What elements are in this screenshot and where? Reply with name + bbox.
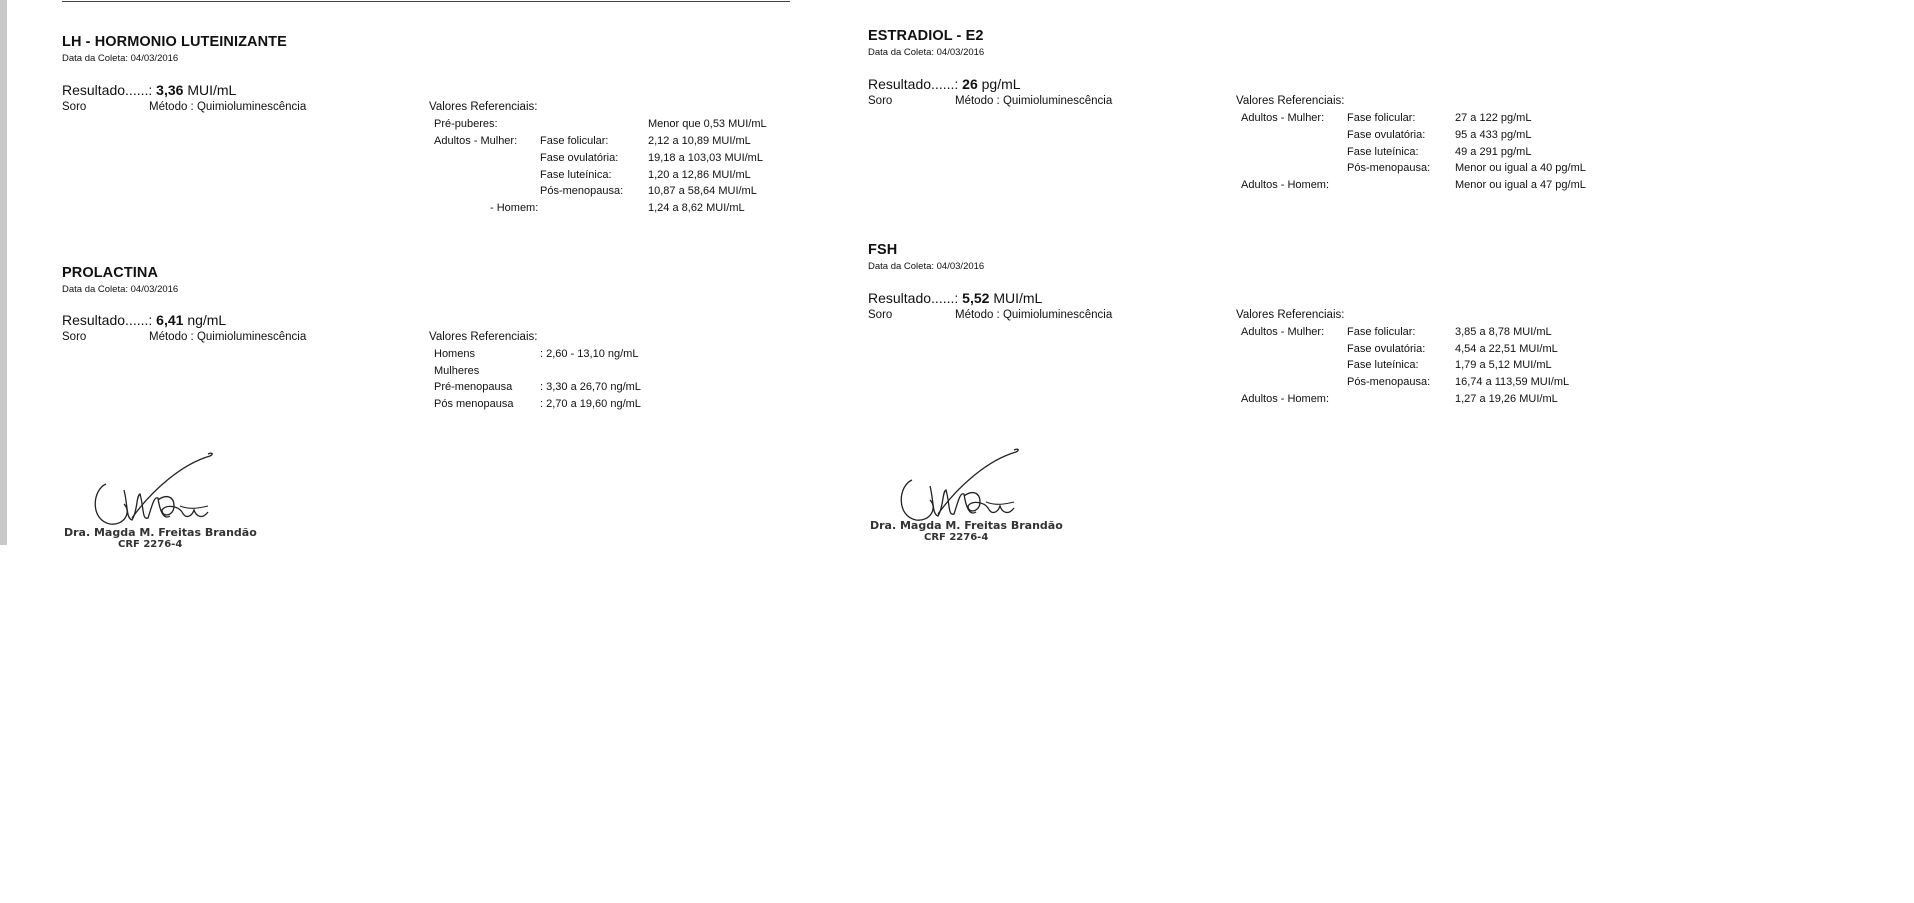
prolactina-ref-value: : 3,30 a 26,70 ng/mL [540, 381, 641, 393]
estradiol-result-unit: pg/mL [981, 76, 1021, 92]
page-edge-bar [0, 0, 7, 545]
lh-collection-date: Data da Coleta: 04/03/2016 [62, 53, 179, 64]
lh-phase-label: Fase ovulatória: [540, 152, 619, 164]
lh-result-label: Resultado......: [62, 82, 153, 98]
estradiol-adultos-homem-value: Menor ou igual a 47 pg/mL [1455, 179, 1586, 191]
estradiol-phase-value: 95 a 433 pg/mL [1455, 129, 1532, 141]
estradiol-title: ESTRADIOL - E2 [868, 28, 984, 44]
lh-homem-value: 1,24 a 8,62 MUI/mL [648, 202, 745, 214]
prolactina-result-unit: ng/mL [187, 312, 227, 328]
estradiol-method: Método : Quimioluminescência [955, 95, 1113, 107]
lh-prepuberes-label: Pré-puberes: [434, 118, 498, 130]
fsh-phase-value: 1,79 a 5,12 MUI/mL [1455, 359, 1552, 371]
estradiol-result-label: Resultado......: [868, 76, 959, 92]
fsh-result-label: Resultado......: [868, 290, 959, 306]
signature-name: Dra. Magda M. Freitas Brandão [870, 519, 1063, 532]
lh-result [62, 82, 236, 98]
prolactina-collection-date: Data da Coleta: 04/03/2016 [62, 284, 179, 295]
signature-crf: CRF 2276-4 [118, 539, 183, 550]
signature-scribble [62, 450, 262, 530]
prolactina-result [62, 312, 226, 328]
prolactina-ref-title: Valores Referenciais: [429, 331, 538, 343]
lh-title: LH - HORMONIO LUTEINIZANTE [62, 34, 287, 50]
fsh-adultos-mulher-label: Adultos - Mulher: [1241, 326, 1325, 338]
lh-phase-value: 1,20 a 12,86 MUI/mL [648, 169, 751, 181]
estradiol-phase-label: Fase luteínica: [1347, 146, 1419, 158]
lh-phase-label: Fase luteínica: [540, 169, 612, 181]
estradiol-phase-value: Menor ou igual a 40 pg/mL [1455, 162, 1586, 174]
estradiol-sample: Soro [868, 95, 893, 107]
estradiol-phase-label: Fase ovulatória: [1347, 129, 1426, 141]
fsh-result [868, 290, 1042, 306]
prolactina-ref-value: : 2,70 a 19,60 ng/mL [540, 398, 641, 410]
estradiol-result-value: 26 [962, 76, 978, 92]
prolactina-method: Método : Quimioluminescência [149, 331, 307, 343]
top-divider [62, 1, 790, 2]
prolactina-title: PROLACTINA [62, 265, 159, 281]
fsh-title: FSH [868, 242, 898, 258]
fsh-sample: Soro [868, 309, 893, 321]
fsh-adultos-homem-label: Adultos - Homem: [1241, 393, 1330, 405]
fsh-phase-label: Fase luteínica: [1347, 359, 1419, 371]
estradiol-phase-value: 27 a 122 pg/mL [1455, 112, 1532, 124]
lh-phase-label: Pós-menopausa: [540, 185, 624, 197]
prolactina-ref-label: Pós menopausa [434, 398, 514, 410]
lh-adultos-mulher-label: Adultos - Mulher: [434, 135, 518, 147]
lh-homem-label: - Homem: [490, 202, 539, 214]
fsh-result-value: 5,52 [962, 290, 990, 306]
fsh-collection-date: Data da Coleta: 04/03/2016 [868, 261, 985, 272]
fsh-phase-value: 3,85 a 8,78 MUI/mL [1455, 326, 1552, 338]
prolactina-result-value: 6,41 [156, 312, 184, 328]
signature-crf: CRF 2276-4 [924, 532, 989, 543]
fsh-method: Método : Quimioluminescência [955, 309, 1113, 321]
lh-result-value: 3,36 [156, 82, 184, 98]
lh-sample: Soro [62, 101, 87, 113]
lh-prepuberes-value: Menor que 0,53 MUI/mL [648, 118, 767, 130]
fsh-adultos-homem-value: 1,27 a 19,26 MUI/mL [1455, 393, 1558, 405]
fsh-phase-label: Fase ovulatória: [1347, 343, 1426, 355]
prolactina-ref-label: Mulheres [434, 365, 480, 377]
prolactina-ref-value: : 2,60 - 13,10 ng/mL [540, 348, 639, 360]
estradiol-phase-value: 49 a 291 pg/mL [1455, 146, 1532, 158]
signature-scribble [868, 444, 1068, 526]
estradiol-adultos-homem-label: Adultos - Homem: [1241, 179, 1330, 191]
prolactina-result-label: Resultado......: [62, 312, 153, 328]
fsh-phase-label: Fase folicular: [1347, 326, 1416, 338]
prolactina-sample: Soro [62, 331, 87, 343]
lh-phase-value: 10,87 a 58,64 MUI/mL [648, 185, 757, 197]
fsh-phase-label: Pós-menopausa: [1347, 376, 1431, 388]
lh-ref-title: Valores Referenciais: [429, 101, 538, 113]
lh-phase-value: 2,12 a 10,89 MUI/mL [648, 135, 751, 147]
fsh-phase-value: 16,74 a 113,59 MUI/mL [1455, 376, 1570, 388]
fsh-phase-value: 4,54 a 22,51 MUI/mL [1455, 343, 1558, 355]
signature-name: Dra. Magda M. Freitas Brandão [64, 526, 257, 539]
signature-left [62, 450, 262, 550]
estradiol-ref-title: Valores Referenciais: [1236, 95, 1345, 107]
fsh-result-unit: MUI/mL [993, 290, 1043, 306]
estradiol-phase-label: Pós-menopausa: [1347, 162, 1431, 174]
lh-phase-label: Fase folicular: [540, 135, 609, 147]
prolactina-ref-label: Homens [434, 348, 475, 360]
estradiol-collection-date: Data da Coleta: 04/03/2016 [868, 47, 985, 58]
prolactina-ref-label: Pré-menopausa [434, 381, 513, 393]
lh-method: Método : Quimioluminescência [149, 101, 307, 113]
lh-phase-value: 19,18 a 103,03 MUI/mL [648, 152, 763, 164]
estradiol-adultos-mulher-label: Adultos - Mulher: [1241, 112, 1325, 124]
fsh-ref-title: Valores Referenciais: [1236, 309, 1345, 321]
lh-result-unit: MUI/mL [187, 82, 237, 98]
signature-right [868, 444, 1068, 544]
estradiol-result [868, 76, 1021, 92]
estradiol-phase-label: Fase folicular: [1347, 112, 1416, 124]
